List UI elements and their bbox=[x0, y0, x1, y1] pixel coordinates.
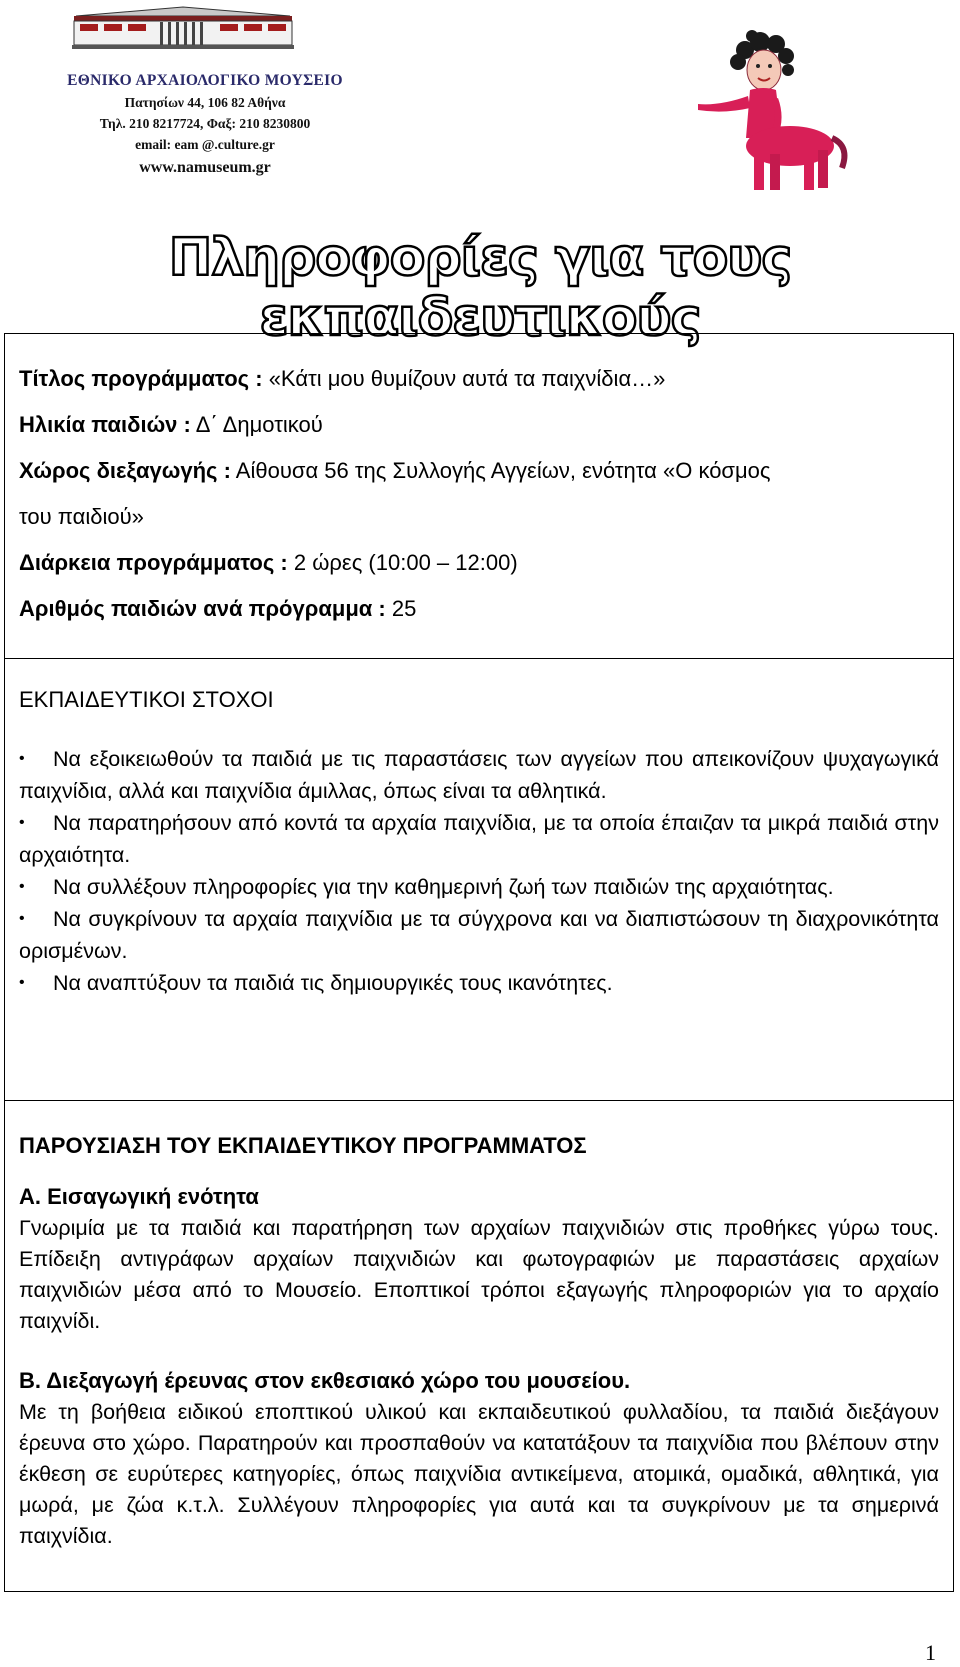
museum-name: ΕΘΝΙΚΟ ΑΡΧΑΙΟΛΟΓΙΚΟ ΜΟΥΣΕΙΟ bbox=[67, 72, 343, 89]
museum-building-logo bbox=[68, 6, 298, 50]
section-a-text: Γνωριμία με τα παιδιά και παρατήρηση των αρχαίων παιχνιδιών στις προθήκες γύρω τους. Επίδειξη αντιγράφων αρχαίων παιχνιδιών και φωτογραφιών με παραστάσεις αρχαίων παιχνιδιών μέσα από το Μουσείο. Εποπτικοί τρόποι εξαγωγής πληροφοριών για το αρχαίο παιχνίδι. bbox=[19, 1216, 939, 1333]
program-details-box bbox=[4, 333, 954, 658]
goals-heading: ΕΚΠΑΙΔΕΥΤΙΚΟΙ ΣΤΟΧΟΙ bbox=[19, 687, 274, 712]
section-b-text: Με τη βοήθεια ειδικού εποπτικού υλικού και εκπαιδευτικού φυλλαδίου, τα παιδιά διεξάγουν έρευνα στο χώρο. Παρατηρούν και προσπαθούν να κατατάξουν τα παιχνίδια που βλέπουν στην έκθεση σε ευρύτερες κατηγορίες, όπως παιχνίδια αντικείμενα, ατομικά, ομαδικά, αθλητικά, για μωρά, με ζώα κ.τ.λ. Συλλέγουν πληροφορίες για αυτά και τα συγκρίνουν με τα σημερινά παιχνίδια. bbox=[19, 1400, 939, 1548]
children-count-label: Αριθμός παιδιών ανά πρόγραμμα : bbox=[19, 596, 386, 621]
venue-label: Χώρος διεξαγωγής : bbox=[19, 458, 231, 483]
centaur-mascot-illustration bbox=[690, 28, 850, 203]
program-title-value: «Κάτι μου θυμίζουν αυτά τα παιχνίδια…» bbox=[268, 366, 666, 391]
bullet-icon: • bbox=[19, 878, 25, 895]
section-a-title: Α. Εισαγωγική ενότητα bbox=[19, 1184, 259, 1209]
goal-item-4: • Να συγκρίνουν τα αρχαία παιχνίδια με τα σύγχρονα και να διαπιστώσουν τη διαχρονικότητα ορισμένων. bbox=[19, 903, 939, 967]
goal-item-5: • Να αναπτύξουν τα παιδιά τις δημιουργικές τους ικανότητες. bbox=[19, 967, 939, 999]
museum-website: www.namuseum.gr bbox=[139, 159, 271, 176]
program-title-label: Τίτλος προγράμματος : bbox=[19, 366, 263, 391]
bullet-icon: • bbox=[19, 750, 25, 767]
page-number: 1 bbox=[925, 1640, 936, 1665]
venue-row-continued: του παιδιού» bbox=[19, 504, 144, 529]
duration-row bbox=[19, 540, 939, 586]
museum-contact-block bbox=[40, 70, 370, 181]
duration-value: 2 ώρες (10:00 – 12:00) bbox=[293, 550, 518, 575]
children-age-row bbox=[19, 402, 939, 448]
museum-address: Πατησίων 44, 106 82 Αθήνα bbox=[124, 95, 286, 110]
children-age-label: Ηλικία παιδιών : bbox=[19, 412, 191, 437]
goal-item-1: • Να εξοικειωθούν τα παιδιά με τις παραστάσεις των αγγείων που απεικονίζουν ψυχαγωγικά παιχνίδια, αλλά και παιχνίδια άμιλλας, όπως είναι τα αθλητικά. bbox=[19, 743, 939, 807]
presentation-heading: ΠΑΡΟΥΣΙΑΣΗ ΤΟΥ ΕΚΠΑΙΔΕΥΤΙΚΟΥ ΠΡΟΓΡΑΜΜΑΤΟΣ bbox=[19, 1133, 587, 1158]
museum-phone: Τηλ. 210 8217724, Φαξ: 210 8230800 bbox=[99, 116, 311, 131]
goals-list bbox=[19, 743, 939, 999]
bullet-icon: • bbox=[19, 974, 25, 991]
program-title-row bbox=[19, 356, 939, 402]
venue-value: Αίθουσα 56 της Συλλογής Αγγείων, ενότητα «Ο κόσμος bbox=[235, 458, 771, 483]
museum-email: email: eam @.culture.gr bbox=[135, 137, 275, 152]
children-count-value: 25 bbox=[391, 596, 417, 621]
goal-item-3: • Να συλλέξουν πληροφορίες για την καθημερινή ζωή των παιδιών της αρχαιότητας. bbox=[19, 871, 939, 903]
children-age-value: Δ΄ Δημοτικού bbox=[195, 412, 323, 437]
educational-goals-box bbox=[4, 658, 954, 1100]
document-header bbox=[0, 0, 960, 348]
banner-title: Πληροφορίες για τους εκπαιδευτικούς bbox=[168, 228, 792, 348]
bullet-icon: • bbox=[19, 910, 25, 927]
bullet-icon: • bbox=[19, 814, 25, 831]
program-presentation-box bbox=[4, 1100, 954, 1592]
children-count-row bbox=[19, 586, 939, 632]
venue-row bbox=[19, 448, 939, 494]
goal-item-2: • Να παρατηρήσουν από κοντά τα αρχαία παιχνίδια, με τα οποία έπαιζαν τα μικρά παιδιά στην αρχαιότητα. bbox=[19, 807, 939, 871]
section-b-title: Β. Διεξαγωγή έρευνας στον εκθεσιακό χώρο του μουσείου. bbox=[19, 1368, 631, 1393]
duration-label: Διάρκεια προγράμματος : bbox=[19, 550, 288, 575]
